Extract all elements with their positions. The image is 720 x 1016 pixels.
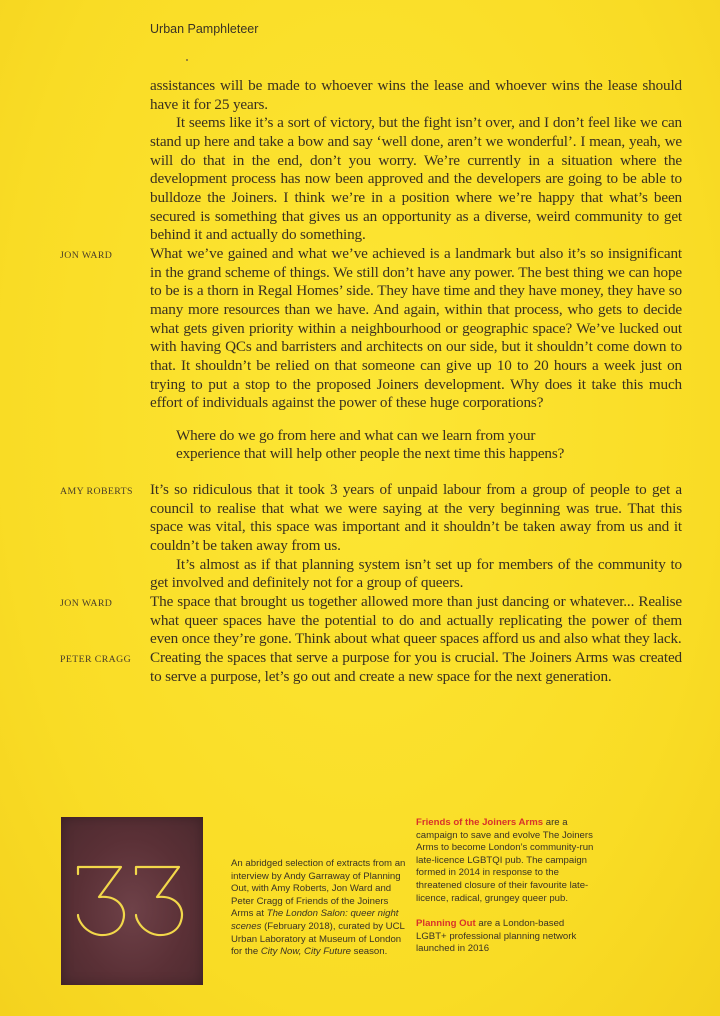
note-friends-of-joiners-arms: Friends of the Joiners Arms are a campaign to save and evolve The Joiners Arms to become London’s community-run late-licence LGBTQI pub. The campaign formed in 2014 in response to the threatened closure of their favourite late-licence, radical, grungey queer pub. bbox=[416, 817, 594, 904]
turn-jon-ward-1 bbox=[60, 244, 682, 413]
speaker-label: JON WARD bbox=[60, 598, 113, 610]
interview-body bbox=[60, 77, 682, 686]
organisation-notes bbox=[416, 817, 596, 969]
image-caption: An abridged selection of extracts from an interview by Andy Garraway of Planning Out, with Amy Roberts, Jon Ward and Peter Cragg of Friends of the Joiners Arms at The London Salon: queer night scenes (February 2018), curated by UCL Urban Laboratory at Museum of London for the City Now, City Future season. bbox=[231, 858, 406, 958]
turn-jon-ward-2 bbox=[60, 593, 682, 649]
turn-text-continued: It’s almost as if that planning system isn’t set up for members of the community to get involved and definitely not for a group of queers. bbox=[150, 555, 682, 592]
season-title: City Now, City Future bbox=[260, 946, 351, 958]
speaker-label: AMY ROBERTS bbox=[60, 486, 133, 498]
neon-number-33-icon bbox=[61, 817, 203, 985]
interviewer-question bbox=[176, 427, 656, 464]
turn-peter-cragg bbox=[60, 649, 682, 686]
running-head: Urban Pamphleteer bbox=[150, 22, 259, 36]
turn-text: What we’ve gained and what we’ve achieved is a landmark but also it’s so insignificant in the grand scheme of things. We still don’t have any power. The best thing we can hope to be is a thorn in Regal Homes’ side. They have time and they have money, they have so many more resources than we have. And again, within that process, who gets to decide what gets given priority within a neighbourhood or geographic space? We’ve lucked out with having QCs and barristers and architects on our side, but it shouldn’t come down to that. It shouldn’t be relied on that someone can give up 10 to 20 hours a week just on trying to put a stop to the proposed Joiners development. Why does it take this much effort of individuals against the power of these huge corporations? bbox=[150, 244, 682, 412]
neon-33-image bbox=[61, 817, 203, 985]
paragraph-victory: It seems like it’s a sort of victory, but the fight isn’t over, and I don’t feel like we can stand up here and take a bow and say ‘well done, aren’t we wonderful’. I mean, yeah, we will do that in the end, don’t you worry. We’re currently in a situation where the development process has now been approved and the developers are going to be able to bulldoze the Joiners. I think we’re in a position where we’re happy that what’s been secured is something that gives us an opportunity as a diverse, weird community to get behind it and actually do something. bbox=[150, 114, 682, 244]
turn-text: The space that brought us together allowed more than just dancing or whatever... Realise what queer spaces have the potential to do and actually replicating the power of them even once they’re gone. Think about what queer spaces afford us and also what they lack. bbox=[150, 593, 682, 648]
event-title: The London Salon: queer night scenes bbox=[231, 908, 399, 932]
note-highlight: Planning Out bbox=[416, 918, 476, 930]
speck bbox=[186, 59, 188, 61]
speaker-label: PETER CRAGG bbox=[60, 654, 132, 666]
turn-text: Creating the spaces that serve a purpose for you is crucial. The Joiners Arms was created to serve a purpose, let’s go out and create a new space for the next generation. bbox=[150, 649, 682, 685]
turn-text: It’s so ridiculous that it took 3 years of unpaid labour from a group of people to get a council to realise that what we were saying at the very beginning was true. That this space was vital, this space was important and it shouldn’t be taken away from us and it couldn’t be taken away from us. bbox=[150, 481, 682, 555]
question-line-1: Where do we go from here and what can we learn from your bbox=[176, 426, 536, 444]
note-planning-out: Planning Out are a London-based LGBT+ professional planning network launched in 2016 bbox=[416, 918, 577, 955]
paragraph-opening: assistances will be made to whoever wins the lease and whoever wins the lease should have it for 25 years. bbox=[150, 77, 682, 113]
speaker-label: JON WARD bbox=[60, 249, 113, 261]
note-highlight: Friends of the Joiners Arms bbox=[416, 817, 544, 828]
turn-amy-roberts bbox=[60, 481, 682, 593]
question-line-2: experience that will help other people the next time this happens? bbox=[176, 445, 565, 463]
